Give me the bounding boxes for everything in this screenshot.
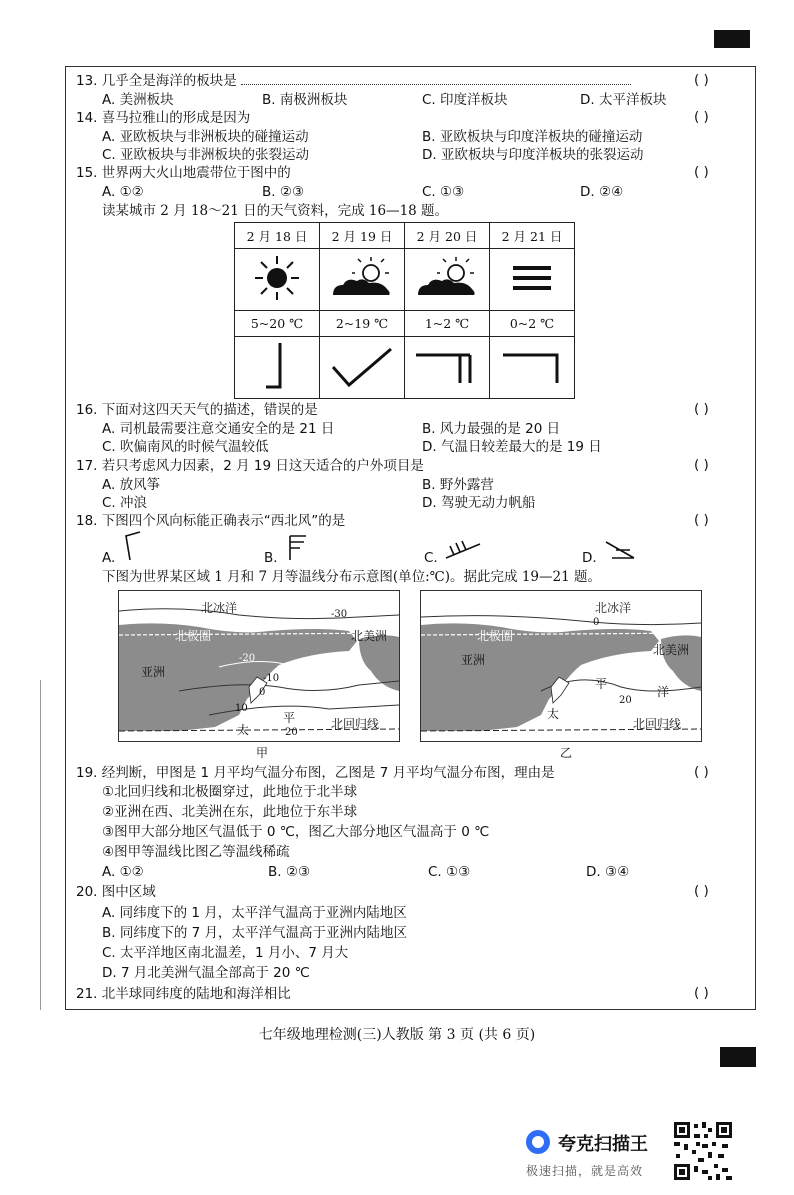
q17-option-a: A. 放风筝	[102, 477, 161, 493]
map-a-caption: 甲	[256, 746, 269, 760]
q13-paren: ( )	[694, 72, 709, 88]
isotherm-map-july	[420, 590, 702, 742]
q19-option-d: D. ③④	[586, 864, 630, 880]
map-b-caption: 乙	[560, 746, 573, 760]
brand-slogan: 极速扫描，就是高效	[526, 1164, 644, 1178]
label-isotherm-minus10: -10	[263, 673, 280, 684]
q18-option-d: D.	[582, 550, 597, 566]
q17-option-c: C. 冲浪	[102, 495, 148, 511]
label-isotherm-20: 20	[285, 727, 298, 738]
label-north-america: 北美洲	[653, 643, 690, 657]
label-tai: 太	[547, 707, 560, 721]
label-arctic-circle: 北极圈	[175, 629, 212, 643]
intro-isotherm: 下图为世界某区域 1 月和 7 月等温线分布示意图(单位:℃)。据此完成 19—21 题。	[102, 569, 601, 585]
q19-option-b: B. ②③	[268, 864, 311, 880]
label-pacific-1: 平	[283, 711, 296, 725]
temp-cell: 2~19 ℃	[320, 311, 405, 337]
date-cell: 2 月 21 日	[490, 223, 575, 249]
q21-stem: 21. 北半球同纬度的陆地和海洋相比	[76, 986, 291, 1002]
label-isotherm-20: 20	[619, 695, 632, 706]
label-asia: 亚洲	[461, 653, 486, 667]
q18-stem: 18. 下图四个风向标能正确表示“西北风”的是	[76, 513, 346, 529]
q19-paren: ( )	[694, 764, 709, 780]
temp-cell: 5~20 ℃	[235, 311, 320, 337]
q13-option-a: A. 美洲板块	[102, 92, 174, 108]
q13-option-b: B. 南极洲板块	[262, 92, 348, 108]
q14-option-a: A. 亚欧板块与非洲板块的碰撞运动	[102, 129, 309, 145]
label-isotherm-0: 0	[593, 617, 600, 628]
wind-vane-a-icon	[120, 530, 150, 562]
temp-cell: 0~2 ℃	[490, 311, 575, 337]
wind-vane-icon	[405, 337, 490, 399]
q19-option-a: A. ①②	[102, 864, 144, 880]
q19-item-3: ③图甲大部分地区气温低于 0 ℃，图乙大部分地区气温高于 0 ℃	[102, 824, 490, 840]
q20-stem: 20. 图中区域	[76, 884, 156, 900]
temp-cell: 1~2 ℃	[405, 311, 490, 337]
q20-option-a: A. 同纬度下的 1 月，太平洋气温高于亚洲内陆地区	[102, 905, 407, 921]
isotherm-map-january	[118, 590, 400, 742]
q21-paren: ( )	[694, 985, 709, 1001]
quark-logo-icon	[524, 1128, 552, 1156]
corner-mark-bottom	[720, 1047, 756, 1067]
wind-vane-icon	[490, 337, 575, 399]
q18-option-a: A.	[102, 550, 116, 566]
q17-option-b: B. 野外露营	[422, 477, 494, 493]
q19-stem: 19. 经判断，甲图是 1 月平均气温分布图，乙图是 7 月平均气温分布图，理由是	[76, 765, 555, 781]
q16-option-a: A. 司机最需要注意交通安全的是 21 日	[102, 421, 335, 437]
label-pacific-1: 平	[595, 677, 608, 691]
q20-option-b: B. 同纬度下的 7 月，太平洋气温高于亚洲内陆地区	[102, 925, 408, 941]
q17-stem: 17. 若只考虑风力因素，2 月 19 日这天适合的户外项目是	[76, 458, 424, 474]
brand-name: 夸克扫描王	[558, 1134, 648, 1155]
label-pacific-2: 洋	[657, 685, 670, 699]
q15-option-d: D. ②④	[580, 184, 624, 200]
q13-option-c: C. 印度洋板块	[422, 92, 508, 108]
q13-option-d: D. 太平洋板块	[580, 92, 667, 108]
page-footer: 七年级地理检测(三)人教版 第 3 页 (共 6 页)	[258, 1027, 536, 1043]
wind-vane-icon	[320, 337, 405, 399]
label-isotherm-0: 0	[259, 687, 266, 698]
wind-vane-d-icon	[602, 538, 638, 564]
q14-stem: 14. 喜马拉雅山的形成是因为	[76, 110, 251, 126]
q16-option-c: C. 吹偏南风的时候气温较低	[102, 439, 269, 455]
q14-option-d: D. 亚欧板块与印度洋板块的张裂运动	[422, 147, 644, 163]
q20-option-c: C. 太平洋地区南北温差，1 月小、7 月大	[102, 945, 349, 961]
q13-stem: 13. 几乎全是海洋的板块是	[76, 72, 631, 90]
intro-weather: 读某城市 2 月 18～21 日的天气资料，完成 16—18 题。	[102, 203, 449, 219]
q15-option-a: A. ①②	[102, 184, 144, 200]
q15-stem: 15. 世界两大火山地震带位于图中的	[76, 165, 291, 181]
q14-option-c: C. 亚欧板块与非洲板块的张裂运动	[102, 147, 310, 163]
wind-vane-b-icon	[284, 532, 314, 562]
label-tai: 太	[237, 723, 250, 737]
q14-option-b: B. 亚欧板块与印度洋板块的碰撞运动	[422, 129, 643, 145]
wind-vane-c-icon	[444, 538, 484, 564]
q20-option-d: D. 7 月北美洲气温全部高于 20 ℃	[102, 965, 310, 981]
q15-paren: ( )	[694, 164, 709, 180]
q14-paren: ( )	[694, 109, 709, 125]
margin-line	[40, 680, 41, 1010]
date-cell: 2 月 19 日	[320, 223, 405, 249]
label-isotherm-minus20: -20	[239, 653, 256, 664]
q18-option-b: B.	[264, 550, 278, 566]
q20-paren: ( )	[694, 883, 709, 899]
q16-stem: 16. 下面对这四天天气的描述，错误的是	[76, 402, 318, 418]
q17-option-d: D. 驾驶无动力帆船	[422, 495, 536, 511]
label-tropic: 北回归线	[633, 717, 682, 731]
partly-cloudy-icon	[405, 249, 490, 311]
wind-vane-icon	[235, 337, 320, 399]
sunny-icon	[235, 249, 320, 311]
q19-item-2: ②亚洲在西、北美洲在东，此地位于东半球	[102, 804, 358, 820]
q18-option-c: C.	[424, 550, 438, 566]
q15-option-c: C. ①③	[422, 184, 465, 200]
label-arctic-ocean: 北冰洋	[595, 601, 632, 615]
q18-paren: ( )	[694, 512, 709, 528]
qr-code-icon	[672, 1120, 734, 1182]
q15-option-b: B. ②③	[262, 184, 305, 200]
q16-paren: ( )	[694, 401, 709, 417]
label-isotherm-10: 10	[235, 703, 248, 714]
q16-option-b: B. 风力最强的是 20 日	[422, 421, 561, 437]
label-isotherm-minus30: -30	[331, 609, 348, 620]
date-cell: 2 月 20 日	[405, 223, 490, 249]
q16-option-d: D. 气温日较差最大的是 19 日	[422, 439, 602, 455]
label-arctic-ocean: 北冰洋	[201, 601, 238, 615]
corner-mark-top	[714, 30, 750, 48]
q19-item-1: ①北回归线和北极圈穿过，此地位于北半球	[102, 784, 358, 800]
label-north-america: 北美洲	[351, 629, 388, 643]
q19-option-c: C. ①③	[428, 864, 471, 880]
q19-item-4: ④图甲等温线比图乙等温线稀疏	[102, 844, 290, 860]
fog-icon	[490, 249, 575, 311]
partly-cloudy-icon	[320, 249, 405, 311]
weather-table	[234, 222, 575, 399]
label-arctic-circle: 北极圈	[477, 629, 514, 643]
q17-paren: ( )	[694, 457, 709, 473]
label-tropic: 北回归线	[331, 717, 380, 731]
date-cell: 2 月 18 日	[235, 223, 320, 249]
label-asia: 亚洲	[141, 665, 166, 679]
